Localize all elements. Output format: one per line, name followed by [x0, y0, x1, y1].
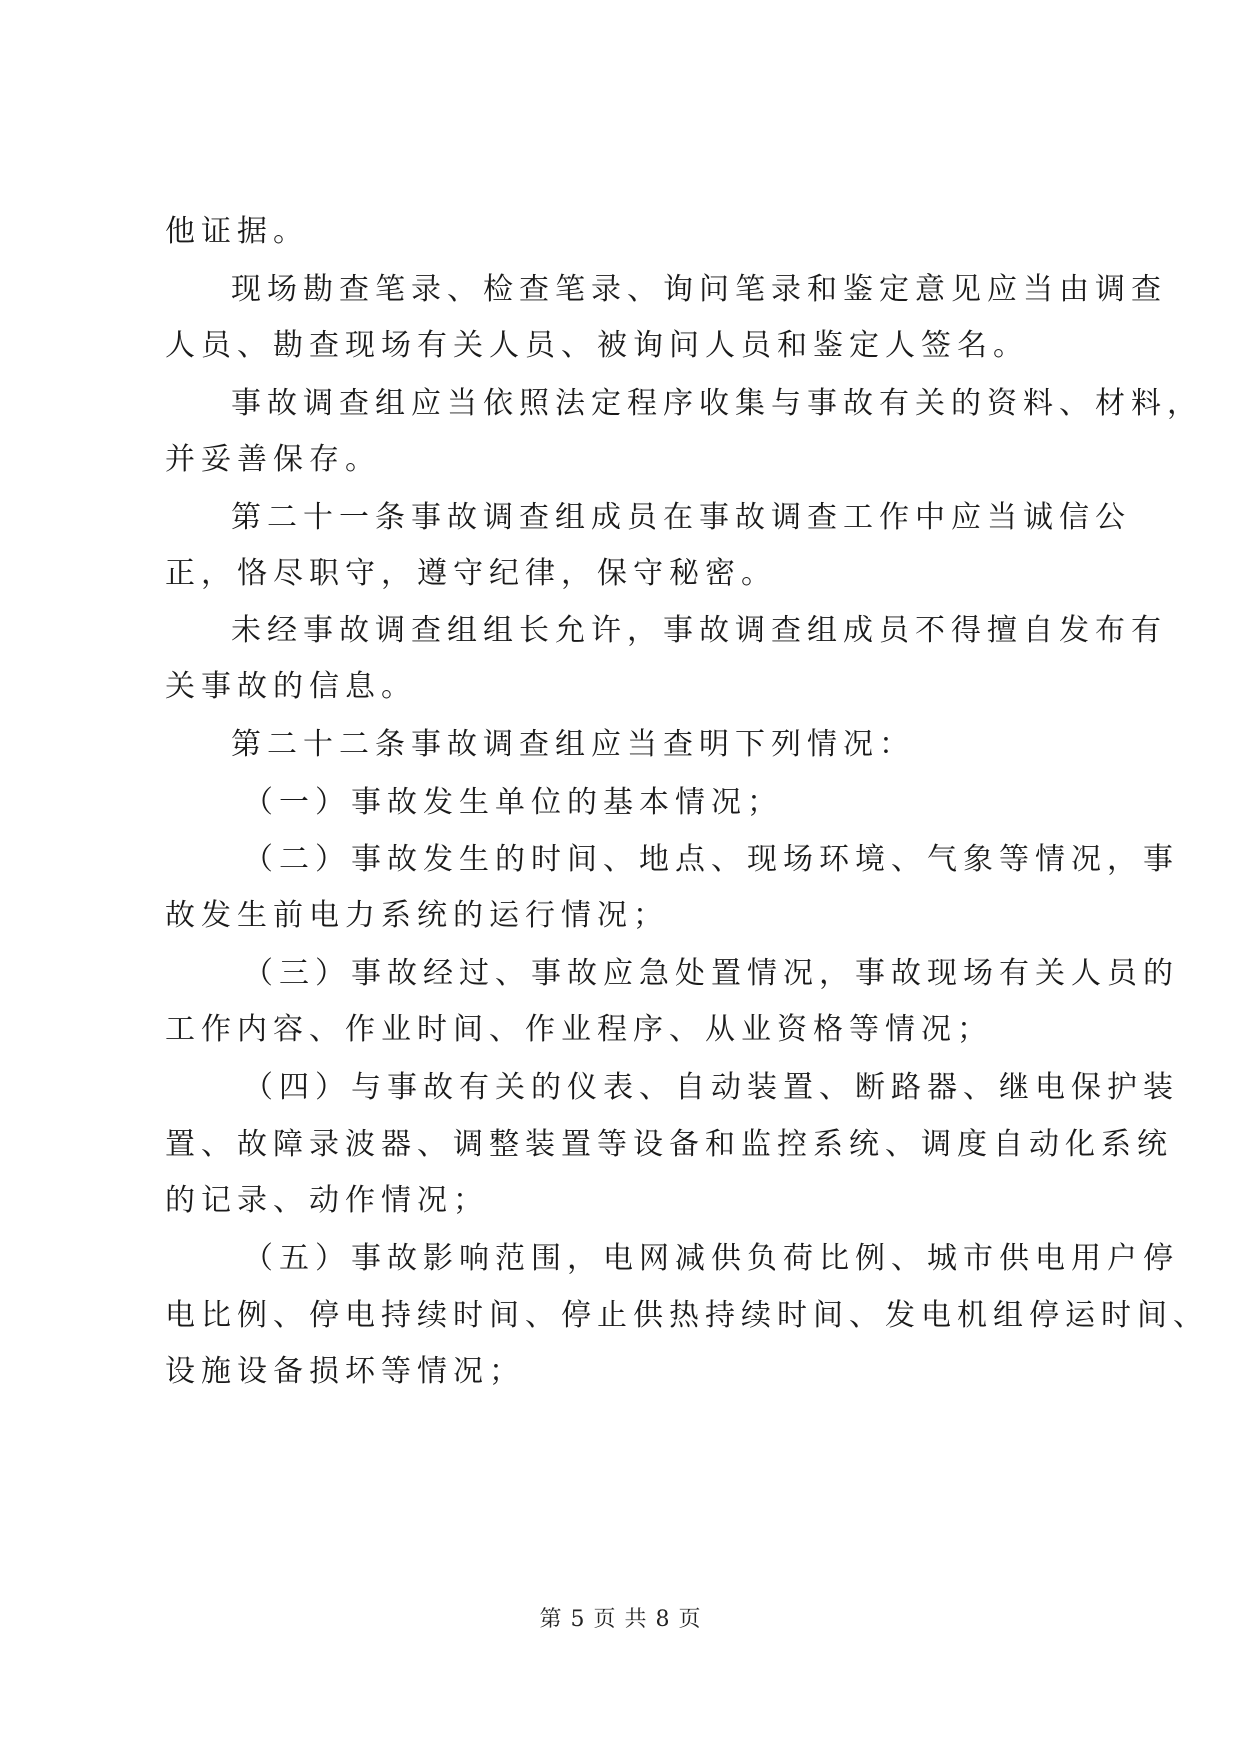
text-line-7: 正，恪尽职守，遵守纪律，保守秘密。 [165, 556, 777, 591]
text-line-17: 置、故障录波器、调整装置等设备和监控系统、调度自动化系统 [165, 1127, 1173, 1162]
text-line-18: 的记录、动作情况； [165, 1183, 489, 1218]
text-line-19: （五）事故影响范围，电网减供负荷比例、城市供电用户停 [243, 1241, 1179, 1276]
text-line-21: 设施设备损坏等情况； [165, 1354, 525, 1389]
text-line-6: 第二十一条事故调查组成员在事故调查工作中应当诚信公 [231, 500, 1131, 535]
text-line-14: （三）事故经过、事故应急处置情况，事故现场有关人员的 [243, 956, 1179, 991]
text-line-10: 第二十二条事故调查组应当查明下列情况： [231, 727, 915, 762]
page-number-footer: 第 5 页 共 8 页 [539, 1607, 702, 1632]
text-line-4: 事故调查组应当依照法定程序收集与事故有关的资料、材料， [231, 386, 1203, 421]
text-line-15: 工作内容、作业时间、作业程序、从业资格等情况； [165, 1012, 993, 1047]
text-line-2: 现场勘查笔录、检查笔录、询问笔录和鉴定意见应当由调查 [231, 272, 1167, 307]
text-line-3: 人员、勘查现场有关人员、被询问人员和鉴定人签名。 [165, 328, 1029, 363]
text-line-8: 未经事故调查组组长允许，事故调查组成员不得擅自发布有 [231, 613, 1167, 648]
text-line-5: 并妥善保存。 [165, 442, 381, 477]
text-line-9: 关事故的信息。 [165, 669, 417, 704]
text-line-13: 故发生前电力系统的运行情况； [165, 898, 669, 933]
text-line-20: 电比例、停电持续时间、停止供热持续时间、发电机组停运时间、 [165, 1298, 1209, 1333]
text-line-12: （二）事故发生的时间、地点、现场环境、气象等情况，事 [243, 842, 1179, 877]
text-line-16: （四）与事故有关的仪表、自动装置、断路器、继电保护装 [243, 1070, 1179, 1105]
text-line-11: （一）事故发生单位的基本情况； [243, 785, 783, 820]
text-line-1: 他证据。 [165, 214, 309, 249]
